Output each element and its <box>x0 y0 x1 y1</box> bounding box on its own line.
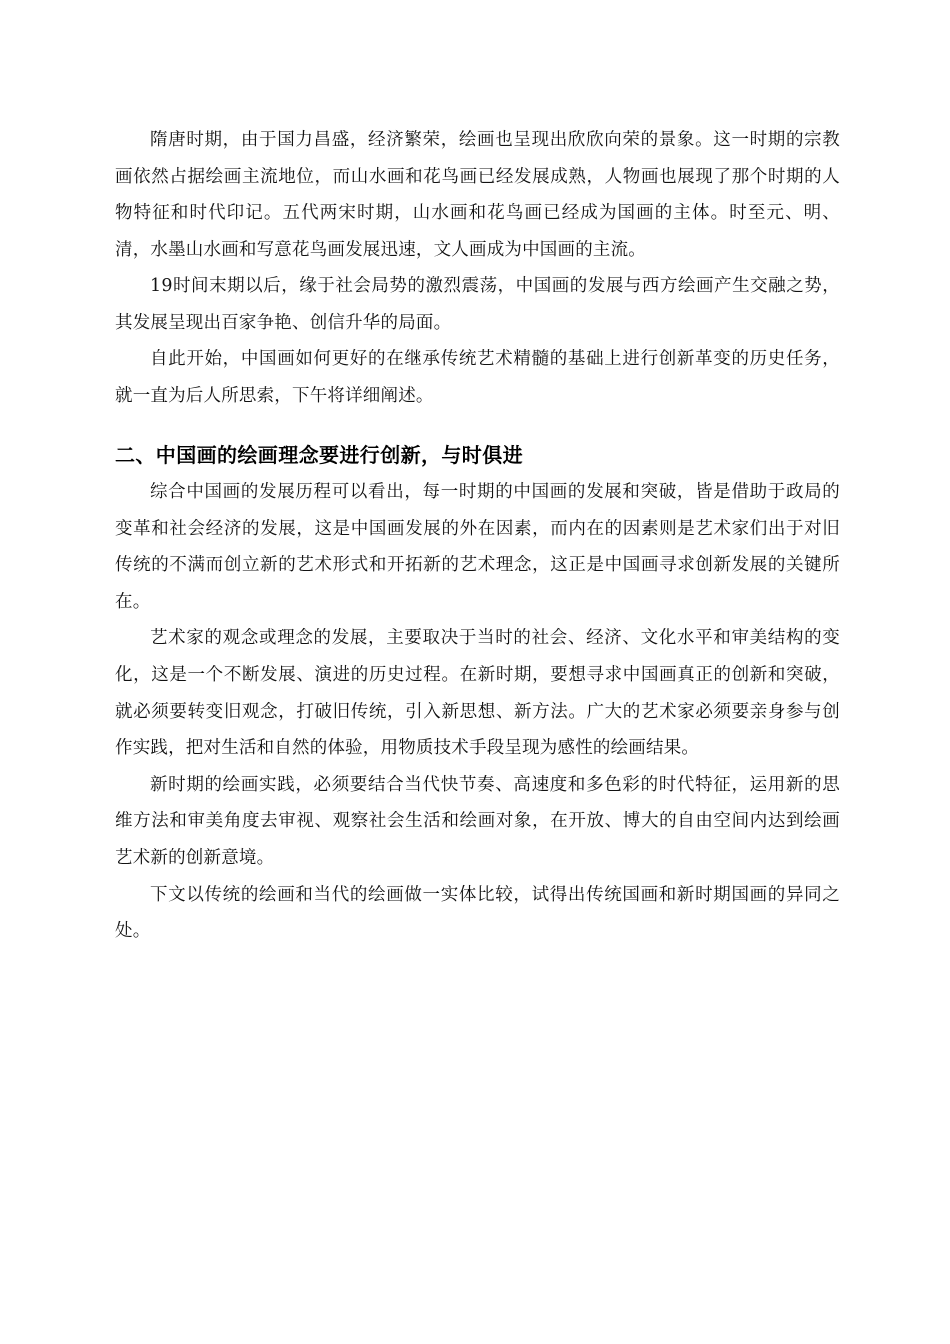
paragraph-19th-century: 19时间末期以后，缘于社会局势的激烈震荡，中国画的发展与西方绘画产生交融之势，其发展呈现出百家争艳、创信升华的局面。 <box>115 276 840 333</box>
section-history <box>115 122 840 414</box>
section-innovation <box>115 436 840 950</box>
document-body <box>115 122 840 950</box>
paragraph-since-then: 自此开始，中国画如何更好的在继承传统艺术精髓的基础上进行创新革变的历史任务，就一直为后人所思索，下午将详细阐述。 <box>115 349 840 406</box>
paragraph-sui-tang: 隋唐时期，由于国力昌盛，经济繁荣，绘画也呈现出欣欣向荣的景象。这一时期的宗教画依然占据绘画主流地位，而山水画和花鸟画已经发展成熟，人物画也展现了那个时期的人物特征和时代印记。五代两宋时期，山水画和花鸟画已经成为国画的主体。时至元、明、清，水墨山水画和写意花鸟画发展迅速，文人画成为中国画的主流。 <box>115 130 840 260</box>
paragraph-comparison: 下文以传统的绘画和当代的绘画做一实体比较，试得出传统国画和新时期国画的异同之处。 <box>115 884 840 942</box>
section-heading: 二、中国画的绘画理念要进行创新，与时俱进 <box>115 443 523 467</box>
paragraph-development-course: 综合中国画的发展历程可以看出，每一时期的中国画的发展和突破，皆是借助于政局的变革和社会经济的发展，这是中国画发展的外在因素，而内在的因素则是艺术家们出于对旧传统的不满而创立新的艺术形式和开拓新的艺术理念，这正是中国画寻求创新发展的关键所在。 <box>115 482 840 612</box>
paragraph-artist-concepts: 艺术家的观念或理念的发展，主要取决于当时的社会、经济、文化水平和审美结构的变化，这是一个不断发展、演进的历史过程。在新时期，要想寻求中国画真正的创新和突破，就必须要转变旧观念，打破旧传统，引入新思想、新方法。广大的艺术家必须要亲身参与创作实践，把对生活和自然的体验，用物质技术手段呈现为感性的绘画结果。 <box>115 628 840 759</box>
paragraph-new-era-practice: 新时期的绘画实践，必须要结合当代快节奏、高速度和多色彩的时代特征，运用新的思维方法和审美角度去审视、观察社会生活和绘画对象，在开放、博大的自由空间内达到绘画艺术新的创新意境。 <box>115 774 840 868</box>
